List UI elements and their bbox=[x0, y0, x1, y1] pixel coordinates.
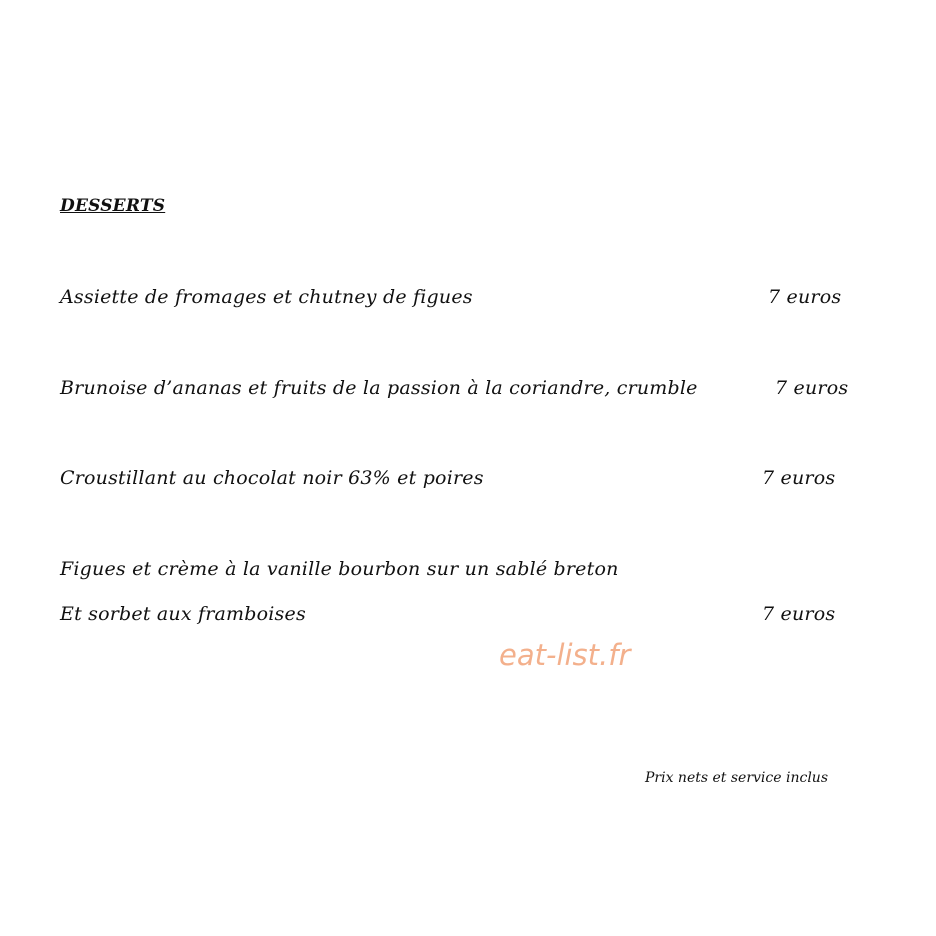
menu-item-price: 7 euros bbox=[762, 603, 836, 625]
watermark-text: eat-list.fr bbox=[499, 638, 631, 672]
menu-item-name-line: Figues et crème à la vanille bourbon sur un sablé breton bbox=[60, 558, 619, 580]
menu-item-name-line: Et sorbet aux framboises bbox=[60, 603, 306, 625]
menu-section-title: DESSERTS bbox=[60, 196, 166, 216]
menu-item-name: Croustillant au chocolat noir 63% et poires bbox=[60, 467, 484, 489]
menu-item-name: Assiette de fromages et chutney de figues bbox=[60, 286, 473, 308]
menu-item-name: Brunoise d’ananas et fruits de la passion à la coriandre, crumble bbox=[60, 377, 698, 399]
menu-item-price: 7 euros bbox=[762, 467, 836, 489]
menu-item-price: 7 euros bbox=[775, 377, 849, 399]
menu-item-price: 7 euros bbox=[768, 286, 842, 308]
menu-footer-note: Prix nets et service inclus bbox=[645, 770, 828, 786]
